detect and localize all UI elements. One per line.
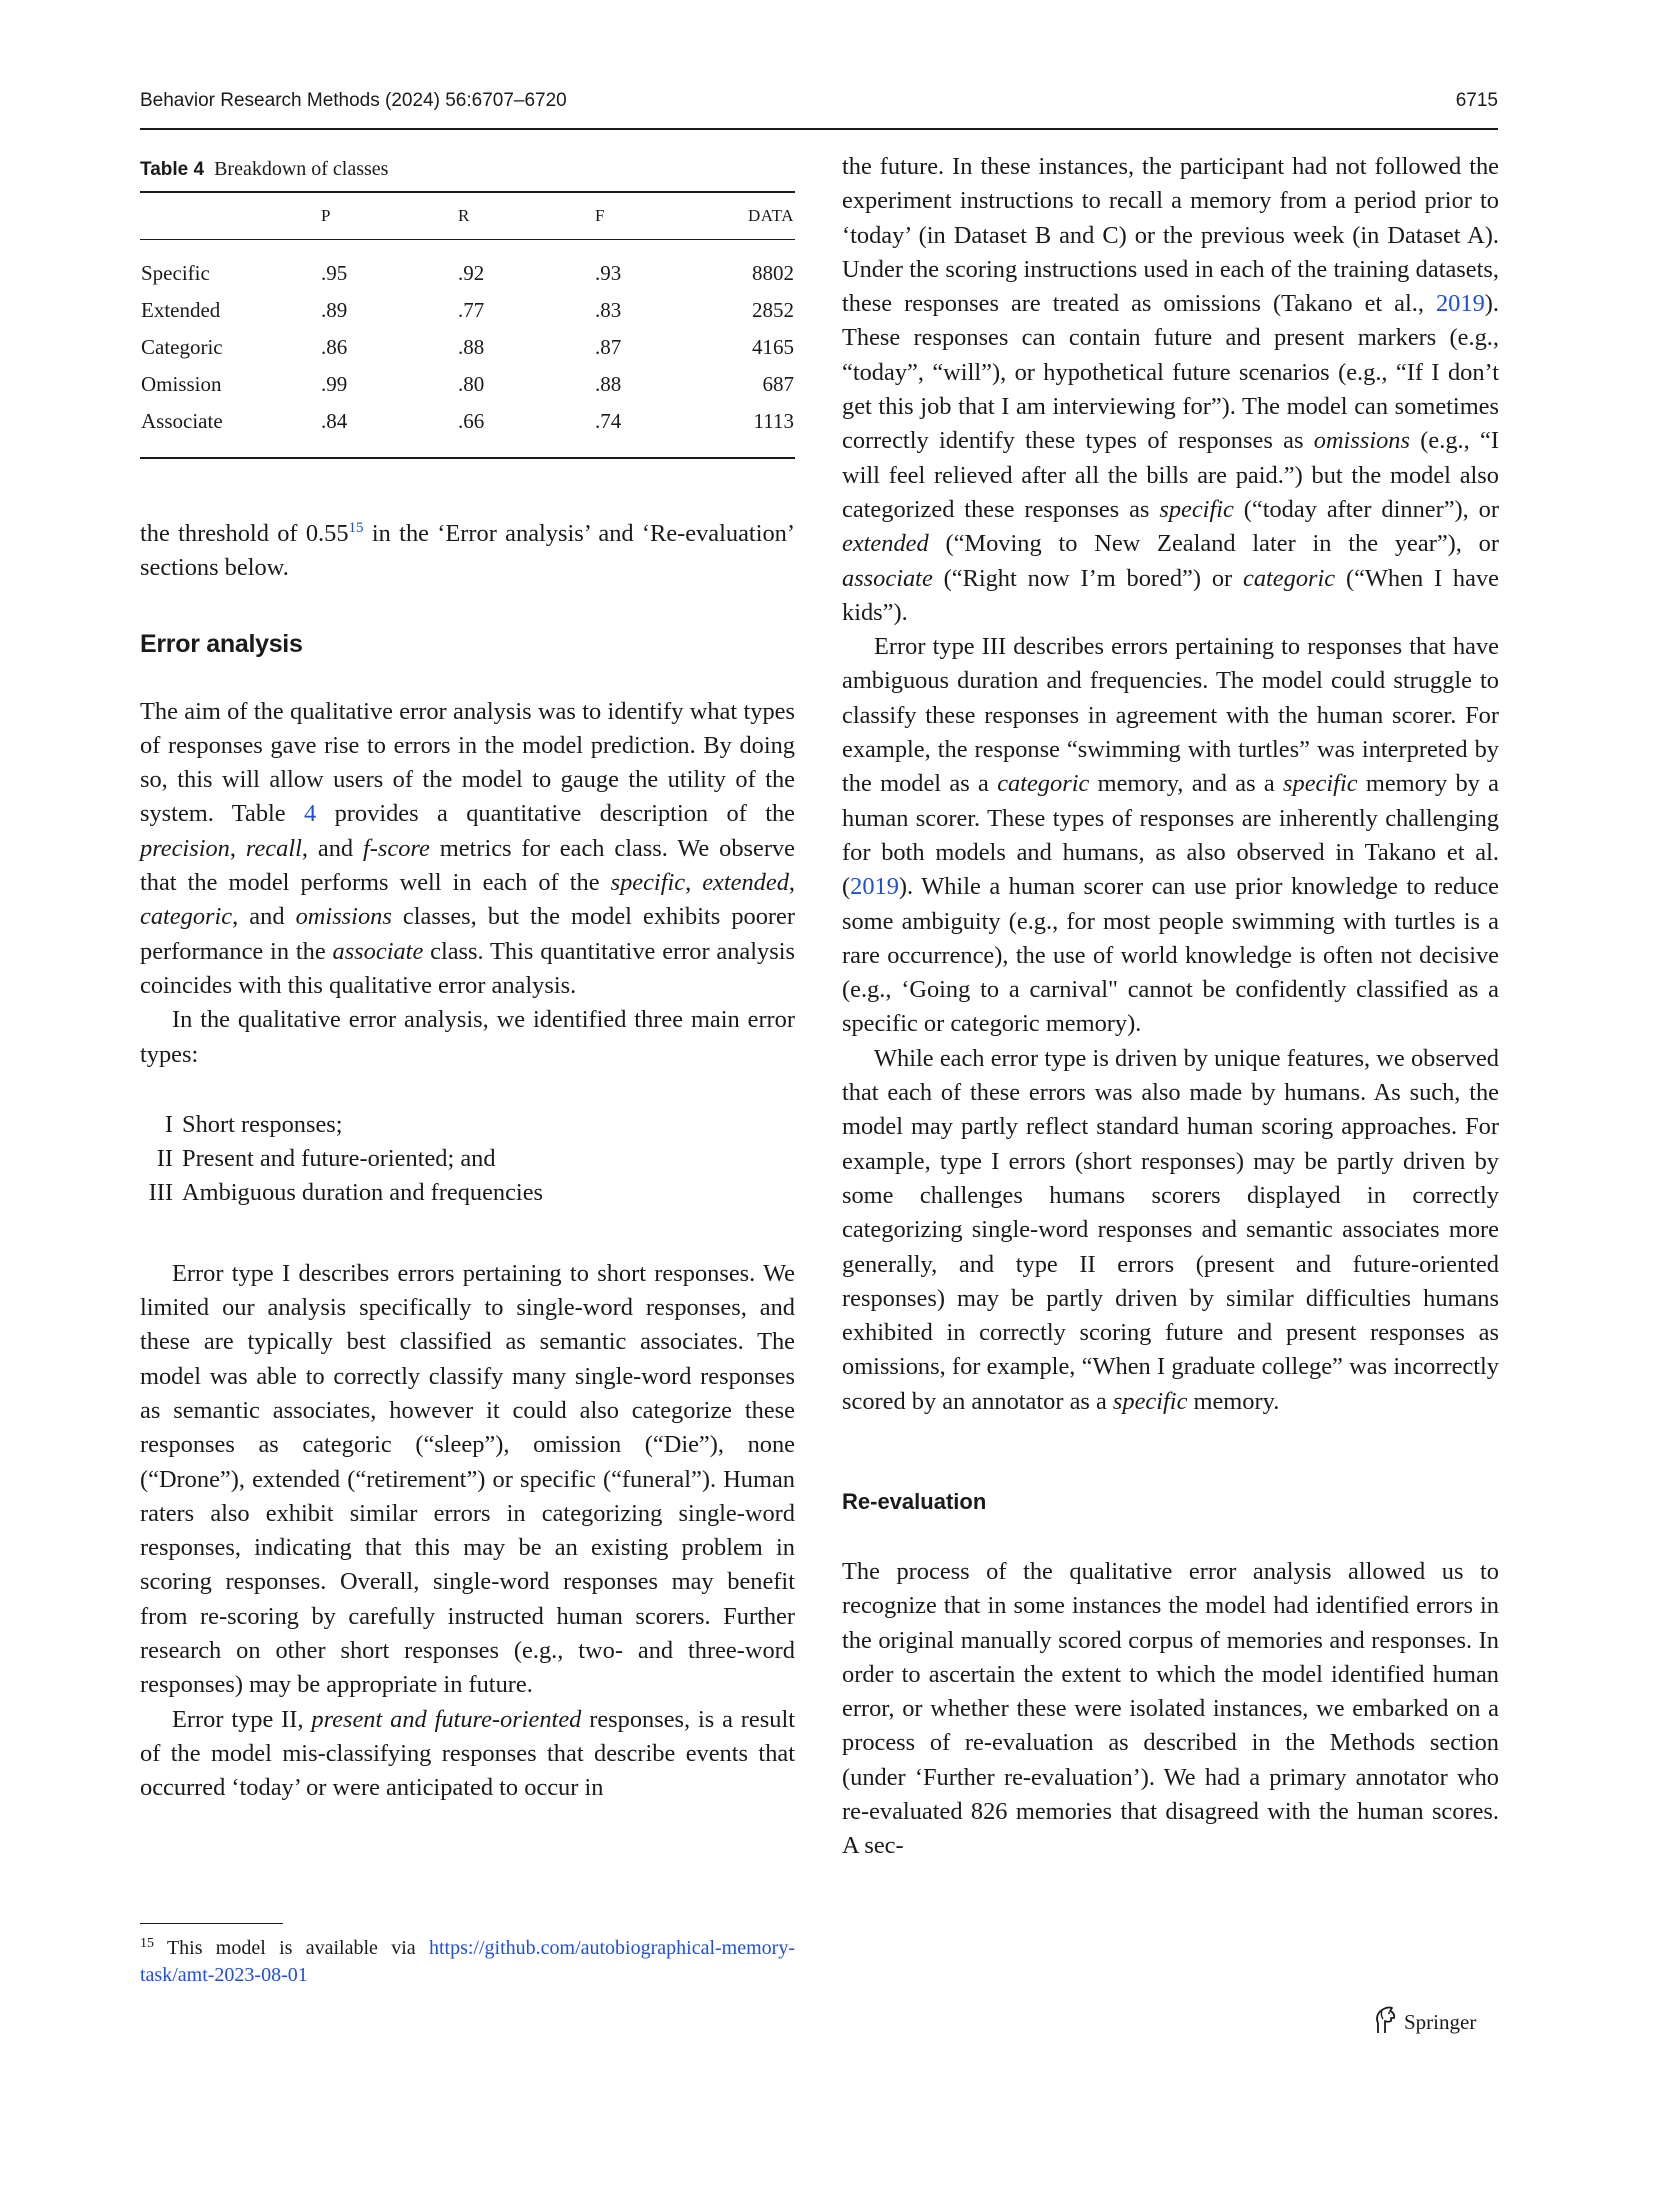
left-column [140, 150, 795, 1806]
italic-term: specific [610, 869, 686, 897]
list-item [140, 1142, 795, 1176]
table-header-row [140, 192, 795, 240]
footnote-rule [140, 1923, 283, 1924]
row-label: Omission [141, 372, 222, 396]
github-repo-link[interactable]: https://github.com/autobiographical-memory-task/amt-2023-08-01 [140, 1937, 795, 1986]
text-run: ). While a human scorer can use prior knowledge to reduce some ambiguity (e.g., for most people swimming with turtles is a rare occurrence), the use of world knowledge is often not decisive (e.g., ‘Going to a carnival" cannot be confidently classified as a specific or categoric memory). [842, 873, 1499, 1038]
row-label: Associate [140, 403, 320, 458]
error-type-1-paragraph: Error type I describes errors pertaining to short responses. We limited our analysis specifically to single-word responses, and these are typically best classified as semantic associates. The model was able to correctly classify many single-word responses as semantic associates, however it could also categorize these responses as categoric (“sleep”), omission (“Die”), none (“Drone”), extended (“retirement”) or specific (“funeral”). Human raters also exhibit similar errors in categorizing single-word responses, indicating that this may be an existing problem in scoring responses. Overall, single-word responses may benefit from re-scoring by carefully instructed human scorers. Further research on other short responses (e.g., two- and three-word responses) may be appropriate in future. [140, 1259, 795, 1699]
text-run: ). These responses can contain future and present markers (e.g., “today”, “will”), or hypothetical future scenarios (e.g., “If I don’t get this job that I am interviewing for”). The model can sometimes correctly identify these types of responses as [842, 290, 1499, 455]
table-row [140, 329, 795, 366]
row-label: Categoric [141, 335, 223, 359]
italic-term: categoric [997, 770, 1090, 798]
italic-term: extended [842, 530, 929, 558]
text-run: , [788, 869, 796, 897]
cell-fscore: .93 [595, 261, 622, 285]
publisher-name: Springer [1404, 2009, 1477, 2034]
breakdown-table [140, 191, 795, 459]
publisher-mark [1372, 2004, 1476, 2040]
table-row [140, 240, 795, 293]
threshold-paragraph [140, 517, 795, 586]
list-number: III [148, 1179, 173, 1207]
text-run: the threshold of 0.55 [140, 520, 349, 547]
running-header [140, 88, 1498, 130]
error-analysis-paragraph-1 [140, 695, 795, 1004]
takano-2019-citation-link[interactable]: 2019 [1435, 290, 1485, 318]
text-run: , and [232, 903, 296, 931]
text-run: (e.g., “I will feel relieved after all the bills are paid.”) but the model also categorized these responses as [842, 427, 1499, 523]
cell-precision: .84 [320, 403, 457, 458]
italic-term: categoric [140, 903, 233, 931]
footnote-number: 15 [140, 1936, 154, 1951]
journal-citation: Behavior Research Methods (2024) 56:6707–6720 [140, 90, 567, 111]
table-row [140, 292, 795, 329]
row-label: Specific [141, 261, 210, 285]
table-row [140, 366, 795, 403]
error-type-list [140, 1108, 795, 1211]
footnote-15 [140, 1935, 795, 1989]
springer-horse-icon [1372, 2005, 1398, 2040]
table-caption-text: Breakdown of classes [214, 158, 389, 180]
cell-precision: .99 [321, 372, 348, 396]
text-run: class. This quantitative error analysis coincides with this qualitative error analysis. [140, 937, 795, 999]
error-type-3-paragraph [842, 630, 1499, 1042]
italic-term: categoric [1243, 564, 1336, 592]
italic-term: omissions [295, 903, 392, 931]
text-run: the future. In these instances, the participant had not followed the experiment instructions to recall a memory from a period prior to ‘today’ (in Dataset B and C) or the previous week (in Dataset A). Under the scoring instructions used in each of the training datasets, these responses are treated as omissions (Takano et al., [842, 153, 1499, 318]
italic-term: precision [140, 834, 230, 862]
text-run: Error type II, [172, 1705, 312, 1733]
list-text: Ambiguous duration and frequencies [182, 1179, 544, 1207]
text-run: responses, is a result of the model mis-classifying responses that describe events that occurred ‘today’ or were anticipated to occur in [140, 1705, 795, 1802]
italic-term: specific [1159, 495, 1234, 523]
text-run: in the ‘Error analysis’ and ‘Re-evaluation’ sections below. [140, 520, 795, 582]
table-header-cell: P [321, 206, 331, 225]
cell-data: 2852 [752, 298, 794, 322]
error-type-2-continued-paragraph [842, 150, 1499, 630]
italic-term: extended [702, 869, 789, 897]
text-run: metrics for each class. We observe that the model performs well in each of the [140, 834, 795, 897]
cell-precision: .89 [321, 298, 348, 322]
italic-term: specific [1112, 1387, 1188, 1415]
cell-data: 4165 [752, 335, 794, 359]
text-run: The aim of the qualitative error analysis was to identify what types of responses gave rise to errors in the model prediction. By doing so, this will allow users of the model to gauge the utility of the system. Table [140, 697, 795, 828]
cell-fscore: .88 [595, 372, 622, 396]
cell-data: 8802 [752, 261, 794, 285]
text-run: While each error type is driven by unique features, we observed that each of these errors was also made by humans. As such, the model may partly reflect standard human scoring approaches. For example, type I errors (short responses) may be partly driven by some challenges humans scorers displayed in correctly categorizing single-word responses and semantic associates more generally, and type II errors (present and future-oriented responses) may be partly driven by similar difficulties humans exhibited in correctly scoring future and present responses as omissions, for example, “When I graduate college” was incorrectly scored by an annotator as a [842, 1044, 1499, 1415]
text-run: , and [301, 834, 364, 862]
text-run: Error type III describes errors pertaining to responses that have ambiguous duration and frequencies. The model could struggle to classify these responses in agreement with the human scorer. For example, the response “swimming with turtles” was interpreted by the model as a [842, 633, 1499, 798]
footnote-text: This model is available via [154, 1937, 429, 1959]
italic-term: associate [842, 564, 933, 592]
text-run: provides a quantitative description of the [316, 800, 795, 828]
page-number: 6715 [1455, 90, 1498, 111]
error-analysis-heading: Error analysis [140, 629, 303, 658]
table-row [140, 403, 795, 458]
text-run: (“When I have kids”). [842, 564, 1499, 626]
table-4-link[interactable]: 4 [304, 800, 317, 828]
cell-recall: .88 [458, 335, 485, 359]
cell-precision: .95 [321, 261, 348, 285]
italic-term: recall [245, 834, 302, 862]
table-caption [140, 158, 795, 181]
text-run: , [229, 834, 246, 862]
cell-fscore: .87 [595, 335, 622, 359]
list-number: II [156, 1145, 173, 1173]
text-run: , [685, 869, 703, 897]
footnote-15-link[interactable]: 15 [348, 520, 364, 536]
cell-fscore: .74 [594, 403, 736, 458]
table-header-cell: DATA [748, 206, 794, 225]
right-column [842, 150, 1499, 1864]
human-errors-paragraph [842, 1042, 1499, 1419]
text-run: memory, and as a [1089, 770, 1284, 798]
list-text: Short responses; [182, 1110, 343, 1138]
italic-term: associate [332, 937, 424, 965]
cell-recall: .66 [457, 403, 594, 458]
table-header-cell [140, 192, 320, 240]
text-run: classes, but the model exhibits poorer performance in the [140, 903, 796, 965]
table-header-cell: R [458, 206, 470, 225]
italic-term: omissions [1313, 427, 1410, 455]
cell-fscore: .83 [595, 298, 622, 322]
cell-precision: .86 [321, 335, 348, 359]
italic-term: present and future-oriented [311, 1705, 582, 1733]
table-header-cell: F [595, 206, 605, 225]
italic-term: specific [1283, 770, 1358, 798]
text-run: (“Moving to New Zealand later in the year”), or [928, 530, 1499, 558]
row-label: Extended [141, 298, 221, 322]
italic-term: f-score [363, 834, 430, 862]
cell-data: 1113 [736, 403, 795, 458]
re-evaluation-heading: Re-evaluation [842, 1488, 987, 1514]
table-label: Table 4 [140, 159, 205, 180]
cell-recall: .80 [458, 372, 485, 396]
list-item [140, 1108, 795, 1142]
list-item [140, 1176, 795, 1210]
cell-recall: .92 [458, 261, 485, 285]
takano-2019-citation-link[interactable]: 2019 [850, 873, 899, 901]
list-number: I [164, 1110, 173, 1138]
error-type-2-paragraph [140, 1703, 795, 1806]
cell-data: 687 [762, 372, 794, 396]
text-run: (“Right now I’m bored”) or [932, 564, 1243, 592]
text-run: (“today after dinner”), or [1233, 495, 1499, 523]
text-run: memory by a human scorer. These types of responses are inherently challenging for both models and humans, as also observed in Takano et al. ( [842, 770, 1499, 901]
text-run: memory. [1187, 1387, 1280, 1415]
list-text: Present and future-oriented; and [182, 1145, 496, 1173]
error-analysis-paragraph-2: In the qualitative error analysis, we identified three main error types: [140, 1006, 795, 1068]
re-evaluation-paragraph: The process of the qualitative error analysis allowed us to recognize that in some instances the model had identified errors in the original manually scored corpus of memories and responses. In order to ascertain the extent to which the model identified human error, or whether these were isolated instances, we embarked on a process of re-evaluation as described in the Methods section (under ‘Further re-evaluation’). We had a primary annotator who re-evaluated 826 memories that disagreed with the human scores. A sec- [842, 1557, 1499, 1860]
cell-recall: .77 [458, 298, 485, 322]
